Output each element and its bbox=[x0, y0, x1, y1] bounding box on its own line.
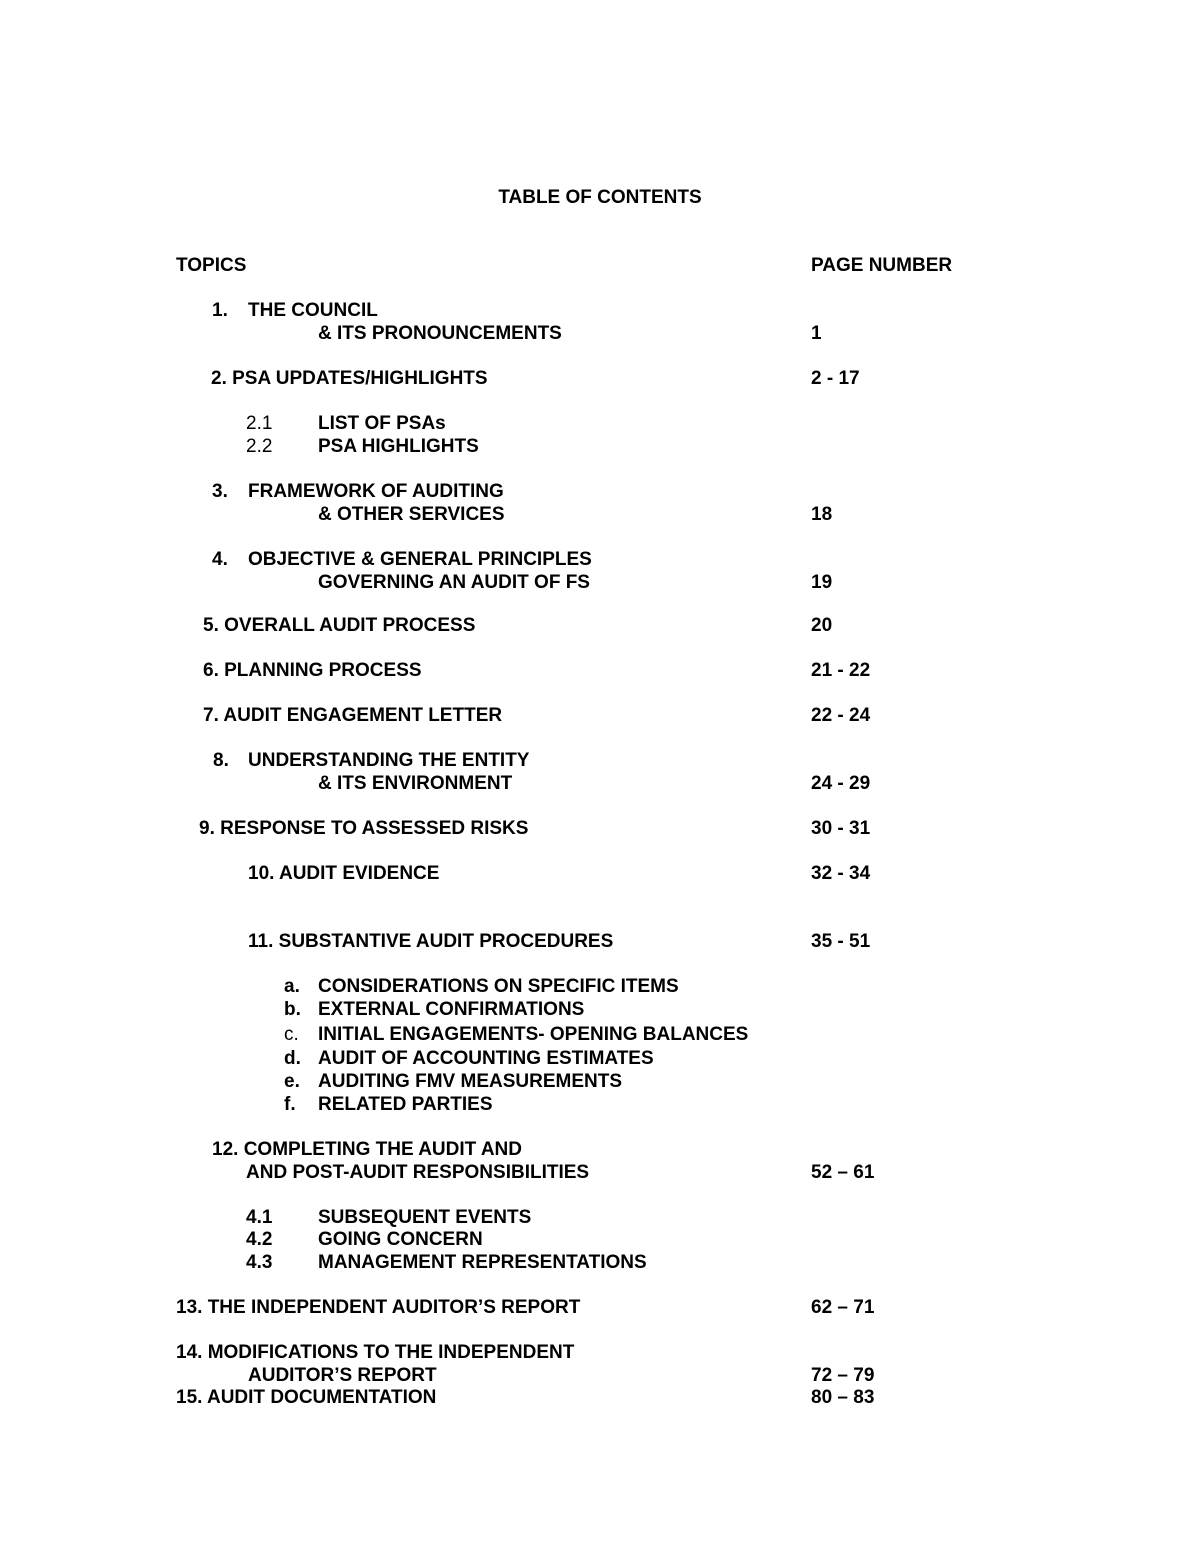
toc-sub-2-1-number: 2.1 bbox=[246, 413, 273, 434]
toc-entry-1-number: 1. bbox=[212, 300, 228, 321]
toc-sub-12-title: MANAGEMENT REPRESENTATIONS bbox=[318, 1252, 647, 1273]
toc-entry-14-title: 14. MODIFICATIONS TO THE INDEPENDENT bbox=[176, 1342, 575, 1363]
toc-sub-11-letter: f. bbox=[284, 1094, 296, 1115]
toc-entry-9-page: 30 - 31 bbox=[811, 818, 871, 839]
toc-entry-15-title: 15. AUDIT DOCUMENTATION bbox=[176, 1387, 437, 1408]
toc-entry-13-page: 62 – 71 bbox=[811, 1297, 875, 1318]
page-number-header: PAGE NUMBER bbox=[811, 255, 953, 276]
toc-entry-12-title-cont: AND POST-AUDIT RESPONSIBILITIES bbox=[246, 1162, 590, 1183]
toc-entry-11-title: 11. SUBSTANTIVE AUDIT PROCEDURES bbox=[248, 931, 614, 952]
toc-entry-8-number: 8. bbox=[213, 750, 229, 771]
toc-entry-6-page: 21 - 22 bbox=[811, 660, 871, 681]
toc-entry-3-page: 18 bbox=[811, 504, 833, 525]
toc-sub-12-title: SUBSEQUENT EVENTS bbox=[318, 1207, 532, 1228]
toc-entry-4-page: 19 bbox=[811, 572, 833, 593]
toc-sub-12-number: 4.3 bbox=[246, 1252, 273, 1273]
toc-sub-11-title: INITIAL ENGAGEMENTS- OPENING BALANCES bbox=[318, 1024, 749, 1045]
toc-sub-2-2-number: 2.2 bbox=[246, 436, 273, 457]
toc-entry-4-number: 4. bbox=[212, 549, 228, 570]
toc-entry-10-page: 32 - 34 bbox=[811, 863, 871, 884]
toc-entry-14-title-cont: AUDITOR’S REPORT bbox=[248, 1365, 437, 1386]
toc-entry-7-page: 22 - 24 bbox=[811, 705, 871, 726]
toc-entry-6-title: 6. PLANNING PROCESS bbox=[203, 660, 422, 681]
toc-entry-4-title-cont: GOVERNING AN AUDIT OF FS bbox=[318, 572, 590, 593]
topics-header: TOPICS bbox=[176, 255, 247, 276]
toc-entry-12-page: 52 – 61 bbox=[811, 1162, 875, 1183]
toc-sub-2-1-title: LIST OF PSAs bbox=[318, 413, 446, 434]
toc-sub-11-title: AUDIT OF ACCOUNTING ESTIMATES bbox=[318, 1048, 654, 1069]
toc-sub-11-title: RELATED PARTIES bbox=[318, 1094, 493, 1115]
toc-entry-14-page: 72 – 79 bbox=[811, 1365, 875, 1386]
toc-entry-2-page: 2 - 17 bbox=[811, 368, 860, 389]
toc-entry-8-title-cont: & ITS ENVIRONMENT bbox=[318, 773, 513, 794]
toc-entry-11-page: 35 - 51 bbox=[811, 931, 871, 952]
toc-entry-3-title-cont: & OTHER SERVICES bbox=[318, 504, 505, 525]
toc-entry-3-title: FRAMEWORK OF AUDITING bbox=[248, 481, 504, 502]
toc-sub-12-number: 4.1 bbox=[246, 1207, 273, 1228]
toc-entry-2-title: 2. PSA UPDATES/HIGHLIGHTS bbox=[211, 368, 488, 389]
toc-entry-15-page: 80 – 83 bbox=[811, 1387, 875, 1408]
toc-entry-9-title: 9. RESPONSE TO ASSESSED RISKS bbox=[199, 818, 529, 839]
toc-sub-11-letter: e. bbox=[284, 1071, 300, 1092]
toc-sub-12-number: 4.2 bbox=[246, 1229, 273, 1250]
toc-entry-1-title-cont: & ITS PRONOUNCEMENTS bbox=[318, 323, 562, 344]
toc-sub-2-2-title: PSA HIGHLIGHTS bbox=[318, 436, 479, 457]
toc-entry-10-title: 10. AUDIT EVIDENCE bbox=[248, 863, 440, 884]
toc-sub-11-letter: d. bbox=[284, 1048, 301, 1069]
toc-entry-1-page: 1 bbox=[811, 323, 822, 344]
toc-entry-3-number: 3. bbox=[212, 481, 228, 502]
toc-sub-11-title: CONSIDERATIONS ON SPECIFIC ITEMS bbox=[318, 976, 679, 997]
toc-sub-11-title: AUDITING FMV MEASUREMENTS bbox=[318, 1071, 622, 1092]
page-title: TABLE OF CONTENTS bbox=[498, 187, 702, 208]
toc-sub-11-letter: b. bbox=[284, 999, 301, 1020]
toc-entry-1-title: THE COUNCIL bbox=[248, 300, 378, 321]
toc-entry-7-title: 7. AUDIT ENGAGEMENT LETTER bbox=[203, 705, 503, 726]
toc-entry-13-title: 13. THE INDEPENDENT AUDITOR’S REPORT bbox=[176, 1297, 581, 1318]
toc-entry-5-page: 20 bbox=[811, 615, 833, 636]
toc-sub-11-letter: a. bbox=[284, 976, 300, 997]
toc-sub-11-title: EXTERNAL CONFIRMATIONS bbox=[318, 999, 585, 1020]
toc-entry-12-title: 12. COMPLETING THE AUDIT AND bbox=[212, 1139, 522, 1160]
toc-sub-11-letter: c. bbox=[284, 1024, 299, 1045]
toc-entry-4-title: OBJECTIVE & GENERAL PRINCIPLES bbox=[248, 549, 592, 570]
toc-entry-8-page: 24 - 29 bbox=[811, 773, 871, 794]
toc-entry-5-title: 5. OVERALL AUDIT PROCESS bbox=[203, 615, 476, 636]
toc-sub-12-title: GOING CONCERN bbox=[318, 1229, 483, 1250]
toc-entry-8-title: UNDERSTANDING THE ENTITY bbox=[248, 750, 530, 771]
